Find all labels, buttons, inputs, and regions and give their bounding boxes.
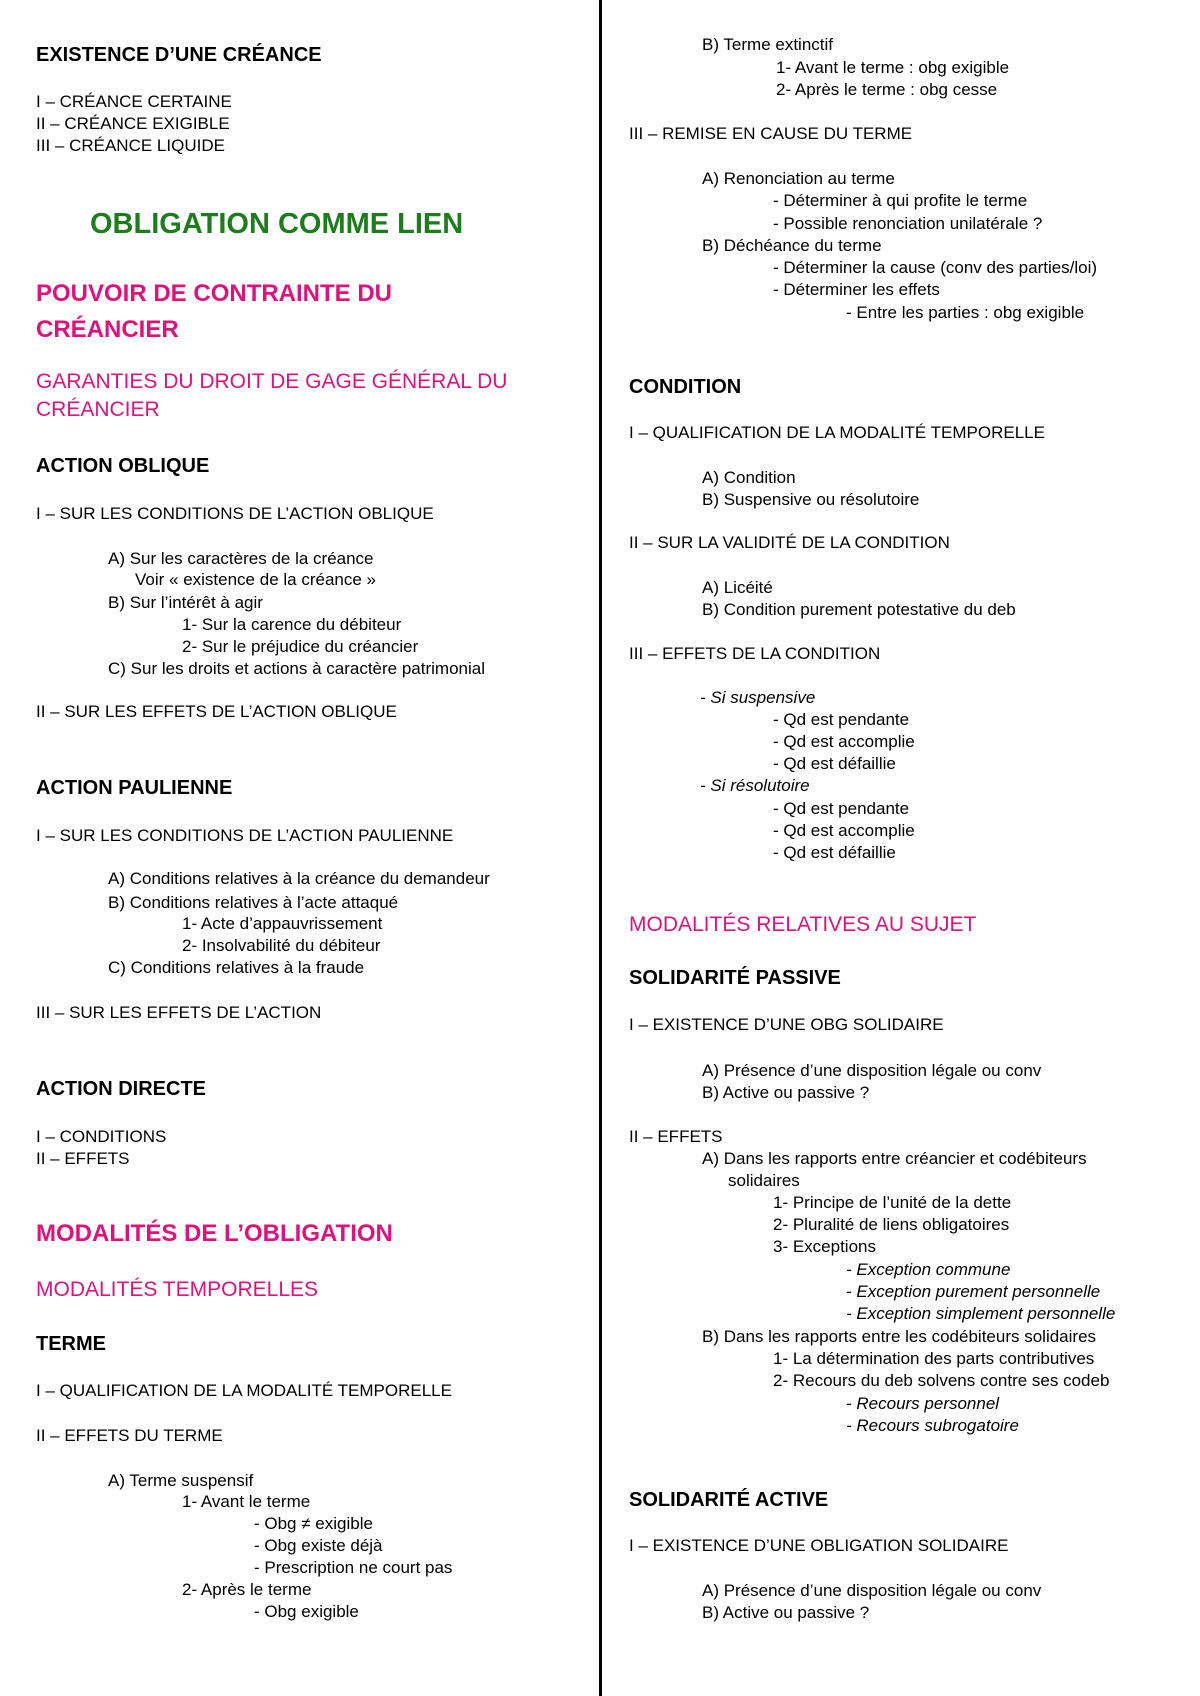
- oblique-item: C) Sur les droits et actions à caractère patrimonial: [108, 659, 485, 678]
- passive-item: A) Présence d’une disposition légale ou conv: [702, 1061, 1042, 1080]
- passive-item: - Exception simplement personnelle: [846, 1304, 1116, 1323]
- active-item: A) Présence d’une disposition légale ou conv: [702, 1581, 1042, 1600]
- paulienne-item: 1- Acte d’appauvrissement: [182, 914, 383, 933]
- oblique-section: II – SUR LES EFFETS DE L’ACTION OBLIQUE: [36, 702, 397, 721]
- pouvoir-heading: POUVOIR DE CONTRAINTE DU: [36, 280, 393, 307]
- existence-item: II – CRÉANCE EXIGIBLE: [36, 114, 230, 133]
- terme-item: - Obg existe déjà: [254, 1536, 383, 1555]
- garanties-heading: CRÉANCIER: [36, 398, 160, 421]
- terme-item: A) Renonciation au terme: [702, 169, 895, 188]
- condition-item: - Si résolutoire: [700, 776, 810, 795]
- passive-item: - Exception purement personnelle: [846, 1282, 1101, 1301]
- terme-section: II – EFFETS DU TERME: [36, 1426, 223, 1445]
- condition-title: CONDITION: [629, 376, 742, 398]
- condition-item: - Qd est accomplie: [773, 821, 915, 840]
- passive-item: 2- Recours du deb solvens contre ses codeb: [773, 1371, 1110, 1390]
- passive-item: 1- Principe de l’unité de la dette: [773, 1193, 1012, 1212]
- passive-item: 3- Exceptions: [773, 1237, 876, 1256]
- oblique-item: 1- Sur la carence du débiteur: [182, 615, 402, 634]
- existence-item: III – CRÉANCE LIQUIDE: [36, 136, 225, 155]
- terme-item: B) Déchéance du terme: [702, 236, 882, 255]
- condition-item: A) Condition: [702, 468, 796, 487]
- condition-item: - Si suspensive: [700, 688, 816, 707]
- paulienne-item: C) Conditions relatives à la fraude: [108, 958, 365, 977]
- temporelles-heading: MODALITÉS TEMPORELLES: [36, 1278, 319, 1301]
- condition-item: - Qd est défaillie: [773, 754, 896, 773]
- terme-item: 2- Après le terme: [182, 1580, 312, 1599]
- column-divider: [599, 0, 602, 1696]
- terme-item: - Obg exigible: [254, 1602, 359, 1621]
- passive-item: 2- Pluralité de liens obligatoires: [773, 1215, 1010, 1234]
- terme-item: 2- Après le terme : obg cesse: [776, 80, 998, 99]
- paulienne-section: I – SUR LES CONDITIONS DE L’ACTION PAULIENNE: [36, 826, 454, 845]
- active-section: I – EXISTENCE D’UNE OBLIGATION SOLIDAIRE: [629, 1536, 1009, 1555]
- modalites-heading: MODALITÉS DE L’OBLIGATION: [36, 1220, 393, 1247]
- terme-item: A) Terme suspensif: [108, 1471, 254, 1490]
- passive-item: solidaires: [728, 1171, 800, 1190]
- condition-item: B) Condition purement potestative du deb: [702, 600, 1016, 619]
- terme-item: 1- Avant le terme: [182, 1492, 311, 1511]
- terme-section: III – REMISE EN CAUSE DU TERME: [629, 124, 913, 143]
- condition-item: B) Suspensive ou résolutoire: [702, 490, 920, 509]
- active-title: SOLIDARITÉ ACTIVE: [629, 1489, 829, 1511]
- terme-title: TERME: [36, 1333, 106, 1355]
- condition-item: A) Licéité: [702, 578, 773, 597]
- directe-item: II – EFFETS: [36, 1149, 130, 1168]
- garanties-heading: GARANTIES DU DROIT DE GAGE GÉNÉRAL DU: [36, 370, 508, 393]
- main-title: OBLIGATION COMME LIEN: [90, 208, 464, 240]
- passive-item: - Recours personnel: [846, 1394, 1000, 1413]
- condition-section: II – SUR LA VALIDITÉ DE LA CONDITION: [629, 533, 950, 552]
- condition-section: III – EFFETS DE LA CONDITION: [629, 644, 881, 663]
- condition-item: - Qd est pendante: [773, 799, 910, 818]
- terme-item: - Possible renonciation unilatérale ?: [773, 214, 1043, 233]
- oblique-title: ACTION OBLIQUE: [36, 455, 210, 477]
- terme-item: - Déterminer à qui profite le terme: [773, 191, 1028, 210]
- terme-item: - Entre les parties : obg exigible: [846, 303, 1085, 322]
- passive-item: 1- La détermination des parts contributives: [773, 1349, 1095, 1368]
- terme-item: - Prescription ne court pas: [254, 1558, 453, 1577]
- sujet-heading: MODALITÉS RELATIVES AU SUJET: [629, 913, 977, 936]
- directe-item: I – CONDITIONS: [36, 1127, 167, 1146]
- paulienne-item: 2- Insolvabilité du débiteur: [182, 936, 381, 955]
- passive-title: SOLIDARITÉ PASSIVE: [629, 967, 841, 989]
- oblique-section: I – SUR LES CONDITIONS DE L’ACTION OBLIQUE: [36, 504, 434, 523]
- oblique-item: 2- Sur le préjudice du créancier: [182, 637, 419, 656]
- condition-item: - Qd est défaillie: [773, 843, 896, 862]
- passive-item: A) Dans les rapports entre créancier et codébiteurs: [702, 1149, 1087, 1168]
- directe-title: ACTION DIRECTE: [36, 1078, 206, 1100]
- existence-title: EXISTENCE D’UNE CRÉANCE: [36, 44, 322, 66]
- terme-item: - Déterminer les effets: [773, 280, 940, 299]
- terme-section: I – QUALIFICATION DE LA MODALITÉ TEMPORELLE: [36, 1381, 452, 1400]
- paulienne-section: III – SUR LES EFFETS DE L’ACTION: [36, 1003, 322, 1022]
- passive-item: B) Active ou passive ?: [702, 1083, 870, 1102]
- passive-section: I – EXISTENCE D’UNE OBG SOLIDAIRE: [629, 1015, 944, 1034]
- paulienne-item: A) Conditions relatives à la créance du demandeur: [108, 869, 490, 888]
- terme-item: B) Terme extinctif: [702, 35, 834, 54]
- passive-item: - Exception commune: [846, 1260, 1011, 1279]
- terme-item: 1- Avant le terme : obg exigible: [776, 58, 1010, 77]
- condition-item: - Qd est pendante: [773, 710, 910, 729]
- existence-item: I – CRÉANCE CERTAINE: [36, 92, 232, 111]
- active-item: B) Active ou passive ?: [702, 1603, 870, 1622]
- pouvoir-heading: CRÉANCIER: [36, 316, 179, 343]
- passive-item: B) Dans les rapports entre les codébiteurs solidaires: [702, 1327, 1097, 1346]
- terme-item: - Déterminer la cause (conv des parties/loi): [773, 258, 1098, 277]
- terme-item: - Obg ≠ exigible: [254, 1514, 373, 1533]
- passive-item: - Recours subrogatoire: [846, 1416, 1019, 1435]
- oblique-item: A) Sur les caractères de la créance: [108, 549, 374, 568]
- passive-section: II – EFFETS: [629, 1127, 723, 1146]
- paulienne-title: ACTION PAULIENNE: [36, 777, 233, 799]
- paulienne-item: B) Conditions relatives à l’acte attaqué: [108, 893, 399, 912]
- oblique-item: B) Sur l’intérêt à agir: [108, 593, 263, 612]
- condition-item: - Qd est accomplie: [773, 732, 915, 751]
- condition-section: I – QUALIFICATION DE LA MODALITÉ TEMPORELLE: [629, 423, 1045, 442]
- oblique-item: Voir « existence de la créance »: [135, 570, 376, 589]
